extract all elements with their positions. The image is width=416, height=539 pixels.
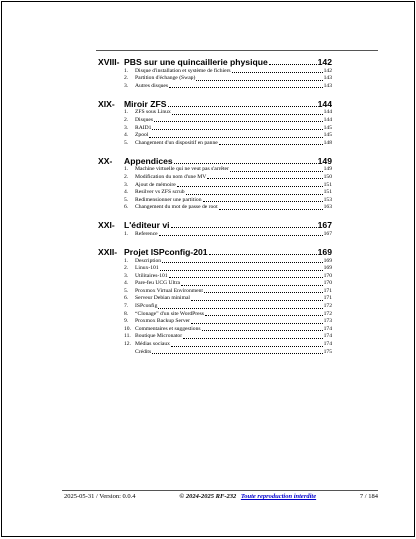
toc-item[interactable] <box>124 109 332 117</box>
item-number: 2. <box>124 173 129 180</box>
dot-leader <box>232 72 323 73</box>
dot-leader <box>269 64 317 65</box>
item-title: Utilitaires-101 <box>135 272 168 279</box>
toc-item-list <box>124 166 332 212</box>
item-page: 171 <box>323 287 332 294</box>
toc-chapter-entry[interactable] <box>98 154 332 166</box>
item-title: Modification du nom d'une MV <box>135 173 207 180</box>
toc-item[interactable] <box>124 173 332 181</box>
toc-item[interactable] <box>124 318 332 326</box>
item-title: Changement du mot de passe de root <box>135 204 218 211</box>
dot-leader <box>230 171 323 172</box>
item-number: 4. <box>124 132 129 139</box>
item-page: 170 <box>323 280 332 287</box>
item-page: 172 <box>323 310 332 317</box>
chapter-title: Appendices <box>124 155 173 166</box>
item-page: 149 <box>323 166 332 173</box>
item-title: Pare-feu UCG Ultra <box>135 280 181 287</box>
item-number: 5. <box>124 287 129 294</box>
item-page: 142 <box>323 67 332 74</box>
toc-chapter <box>98 97 332 147</box>
dot-leader <box>186 194 323 195</box>
toc-item[interactable] <box>124 325 332 333</box>
item-number: 12. <box>124 341 131 348</box>
toc-item[interactable] <box>124 230 332 238</box>
dot-leader <box>159 235 323 236</box>
toc-item-list <box>124 67 332 90</box>
item-title: Resilver vs ZFS scrub <box>135 189 185 196</box>
item-page: 151 <box>323 181 332 188</box>
toc-item[interactable] <box>124 132 332 140</box>
item-title: ISPconfig <box>135 303 158 310</box>
dot-leader <box>219 144 323 145</box>
item-number: 11. <box>124 333 131 340</box>
footer-page-number: 7 / 184 <box>359 493 378 500</box>
chapter-title: PBS sur une quincaillerie physique <box>124 57 268 67</box>
item-title: Linux-101 <box>135 265 159 272</box>
item-page: 144 <box>323 116 332 123</box>
dot-leader <box>191 300 323 301</box>
toc-item-list <box>124 109 332 147</box>
toc-item[interactable] <box>124 204 332 212</box>
dot-leader <box>171 346 323 347</box>
toc-chapter <box>98 55 332 90</box>
item-number: 8. <box>124 310 129 317</box>
dot-leader <box>172 114 323 115</box>
chapter-title: L'éditeur vi <box>124 220 170 231</box>
item-title: Redimensionner une partition <box>135 196 202 203</box>
toc-item[interactable] <box>124 139 332 147</box>
toc-item[interactable] <box>124 257 332 265</box>
chapter-number: XXII- <box>98 246 118 257</box>
item-title: Zpool <box>135 132 149 139</box>
item-page: 143 <box>323 75 332 82</box>
footer-copyright <box>179 493 316 500</box>
dot-leader <box>204 292 323 293</box>
dot-leader <box>219 209 323 210</box>
toc-item[interactable] <box>124 67 332 75</box>
dot-leader <box>174 163 317 164</box>
table-of-contents <box>98 55 332 356</box>
footer-date-version: 2025-05-31 / Version: 0.0.4 <box>64 493 136 500</box>
footer-rights-link[interactable]: Toute reproduction interdite <box>240 493 317 500</box>
toc-item[interactable] <box>124 340 332 348</box>
item-title: “Clonage” d'un site WordPress <box>135 310 204 317</box>
item-number: 10. <box>124 325 131 332</box>
dot-leader <box>162 262 323 263</box>
toc-item[interactable] <box>124 302 332 310</box>
toc-item[interactable] <box>124 272 332 280</box>
toc-item[interactable] <box>124 310 332 318</box>
item-title: Autres disques <box>135 82 169 89</box>
item-title: Machine virtuelle qui ne veut pas s'arrêter <box>135 166 229 173</box>
item-number: 4. <box>124 189 129 196</box>
item-number: 5. <box>124 196 129 203</box>
toc-item[interactable] <box>124 265 332 273</box>
item-number: 7. <box>124 303 129 310</box>
dot-leader <box>154 121 323 122</box>
chapter-number: XXI- <box>98 220 115 231</box>
dot-leader <box>191 323 323 324</box>
item-page: 145 <box>323 132 332 139</box>
item-title: Disques <box>135 116 154 123</box>
toc-chapter <box>98 154 332 212</box>
dot-leader <box>209 254 317 255</box>
item-page: 167 <box>323 230 332 237</box>
dot-leader <box>160 270 323 271</box>
toc-item[interactable] <box>124 196 332 204</box>
chapter-number: XIX- <box>98 98 115 109</box>
item-title: ZFS sous Linux <box>135 109 171 116</box>
item-title: Proxmox Virtual Environment <box>135 287 203 294</box>
dot-leader <box>152 129 322 130</box>
dot-leader <box>168 106 317 107</box>
item-page: 151 <box>323 189 332 196</box>
item-number: 5. <box>124 139 129 146</box>
toc-chapter-entry[interactable] <box>98 218 332 230</box>
item-page: 169 <box>323 257 332 264</box>
item-number: 1. <box>124 166 129 173</box>
item-title: Médias sociaux <box>135 341 170 348</box>
item-page: 175 <box>323 348 332 355</box>
item-number: 6. <box>124 295 129 302</box>
dot-leader <box>177 186 323 187</box>
page-footer <box>64 493 378 500</box>
chapter-number: XVIII- <box>98 57 120 67</box>
dot-leader <box>203 201 323 202</box>
item-number: 2. <box>124 75 129 82</box>
toc-chapter <box>98 245 332 356</box>
toc-item-list <box>124 230 332 238</box>
dot-leader <box>205 315 323 316</box>
item-number: 1. <box>124 230 129 237</box>
chapter-number: XX- <box>98 155 113 166</box>
item-page: 150 <box>323 173 332 180</box>
item-number: 3. <box>124 124 129 131</box>
toc-item-list <box>124 257 332 356</box>
item-number: 1. <box>124 257 129 264</box>
toc-item[interactable] <box>124 333 332 341</box>
item-number: 2. <box>124 116 129 123</box>
toc-item[interactable] <box>124 348 332 356</box>
item-number: 9. <box>124 318 129 325</box>
footer-rule <box>62 490 378 491</box>
chapter-page: 144 <box>317 98 332 109</box>
item-page: 174 <box>323 341 332 348</box>
toc-item[interactable] <box>124 124 332 132</box>
item-page: 143 <box>323 82 332 89</box>
chapter-page: 142 <box>317 57 332 67</box>
toc-item[interactable] <box>124 280 332 288</box>
toc-item[interactable] <box>124 75 332 83</box>
item-title: Changement d'un dispositif en panne <box>135 139 218 146</box>
toc-item[interactable] <box>124 181 332 189</box>
chapter-title: Miroir ZFS <box>124 98 167 109</box>
dot-leader <box>158 308 322 309</box>
dot-leader <box>152 353 322 354</box>
item-number: 2. <box>124 265 129 272</box>
item-title: Partition d'échange (Swap) <box>135 75 196 82</box>
item-number: 6. <box>124 204 129 211</box>
item-title: Serveur Debian minimal <box>135 295 190 302</box>
document-page <box>1 1 415 537</box>
dot-leader <box>207 178 322 179</box>
item-page: 169 <box>323 265 332 272</box>
item-title: Reference <box>135 230 158 237</box>
item-page: 174 <box>323 333 332 340</box>
item-title: Boutique Micronator <box>135 333 183 340</box>
dot-leader <box>183 338 323 339</box>
item-number: 1. <box>124 109 129 116</box>
item-page: 148 <box>323 139 332 146</box>
dot-leader <box>202 330 323 331</box>
item-number: 1. <box>124 67 129 74</box>
dot-leader <box>196 80 322 81</box>
toc-item[interactable] <box>124 116 332 124</box>
toc-chapter-entry[interactable] <box>98 245 332 257</box>
toc-item[interactable] <box>124 166 332 174</box>
dot-leader <box>169 87 323 88</box>
chapter-page: 169 <box>317 246 332 257</box>
item-title: Commentaires et suggestions <box>135 325 201 332</box>
item-number: 3. <box>124 272 129 279</box>
item-page: 170 <box>323 272 332 279</box>
dot-leader <box>171 227 317 228</box>
dot-leader <box>149 137 322 138</box>
item-number: 3. <box>124 82 129 89</box>
item-page: 163 <box>323 204 332 211</box>
item-number: 4. <box>124 280 129 287</box>
header-rule <box>96 50 378 51</box>
item-page: 145 <box>323 124 332 131</box>
toc-item[interactable] <box>124 189 332 197</box>
item-number: 3. <box>124 181 129 188</box>
item-title: RAID1 <box>135 124 152 131</box>
toc-chapter-entry[interactable] <box>98 55 332 67</box>
item-page: 173 <box>323 318 332 325</box>
dot-leader <box>181 285 323 286</box>
item-page: 153 <box>323 196 332 203</box>
item-page: 144 <box>323 109 332 116</box>
item-title: Proxmox Backup Server <box>135 318 190 325</box>
toc-item[interactable] <box>124 82 332 90</box>
item-title: Crédits <box>135 348 152 355</box>
item-page: 174 <box>323 325 332 332</box>
item-page: 171 <box>323 295 332 302</box>
dot-leader <box>169 277 323 278</box>
toc-item[interactable] <box>124 295 332 303</box>
chapter-title: Projet ISPconfig-201 <box>124 246 208 257</box>
footer-copyright-text: © 2024-2025 RF-232 <box>179 493 237 500</box>
item-title: Disque d'installation et système de fichiers <box>135 67 231 74</box>
toc-item[interactable] <box>124 287 332 295</box>
item-title: Ajout de mémoire <box>135 181 176 188</box>
toc-chapter <box>98 218 332 238</box>
toc-chapter-entry[interactable] <box>98 97 332 109</box>
item-page: 172 <box>323 303 332 310</box>
item-title: Description <box>135 257 162 264</box>
chapter-page: 167 <box>317 220 332 231</box>
chapter-page: 149 <box>317 155 332 166</box>
